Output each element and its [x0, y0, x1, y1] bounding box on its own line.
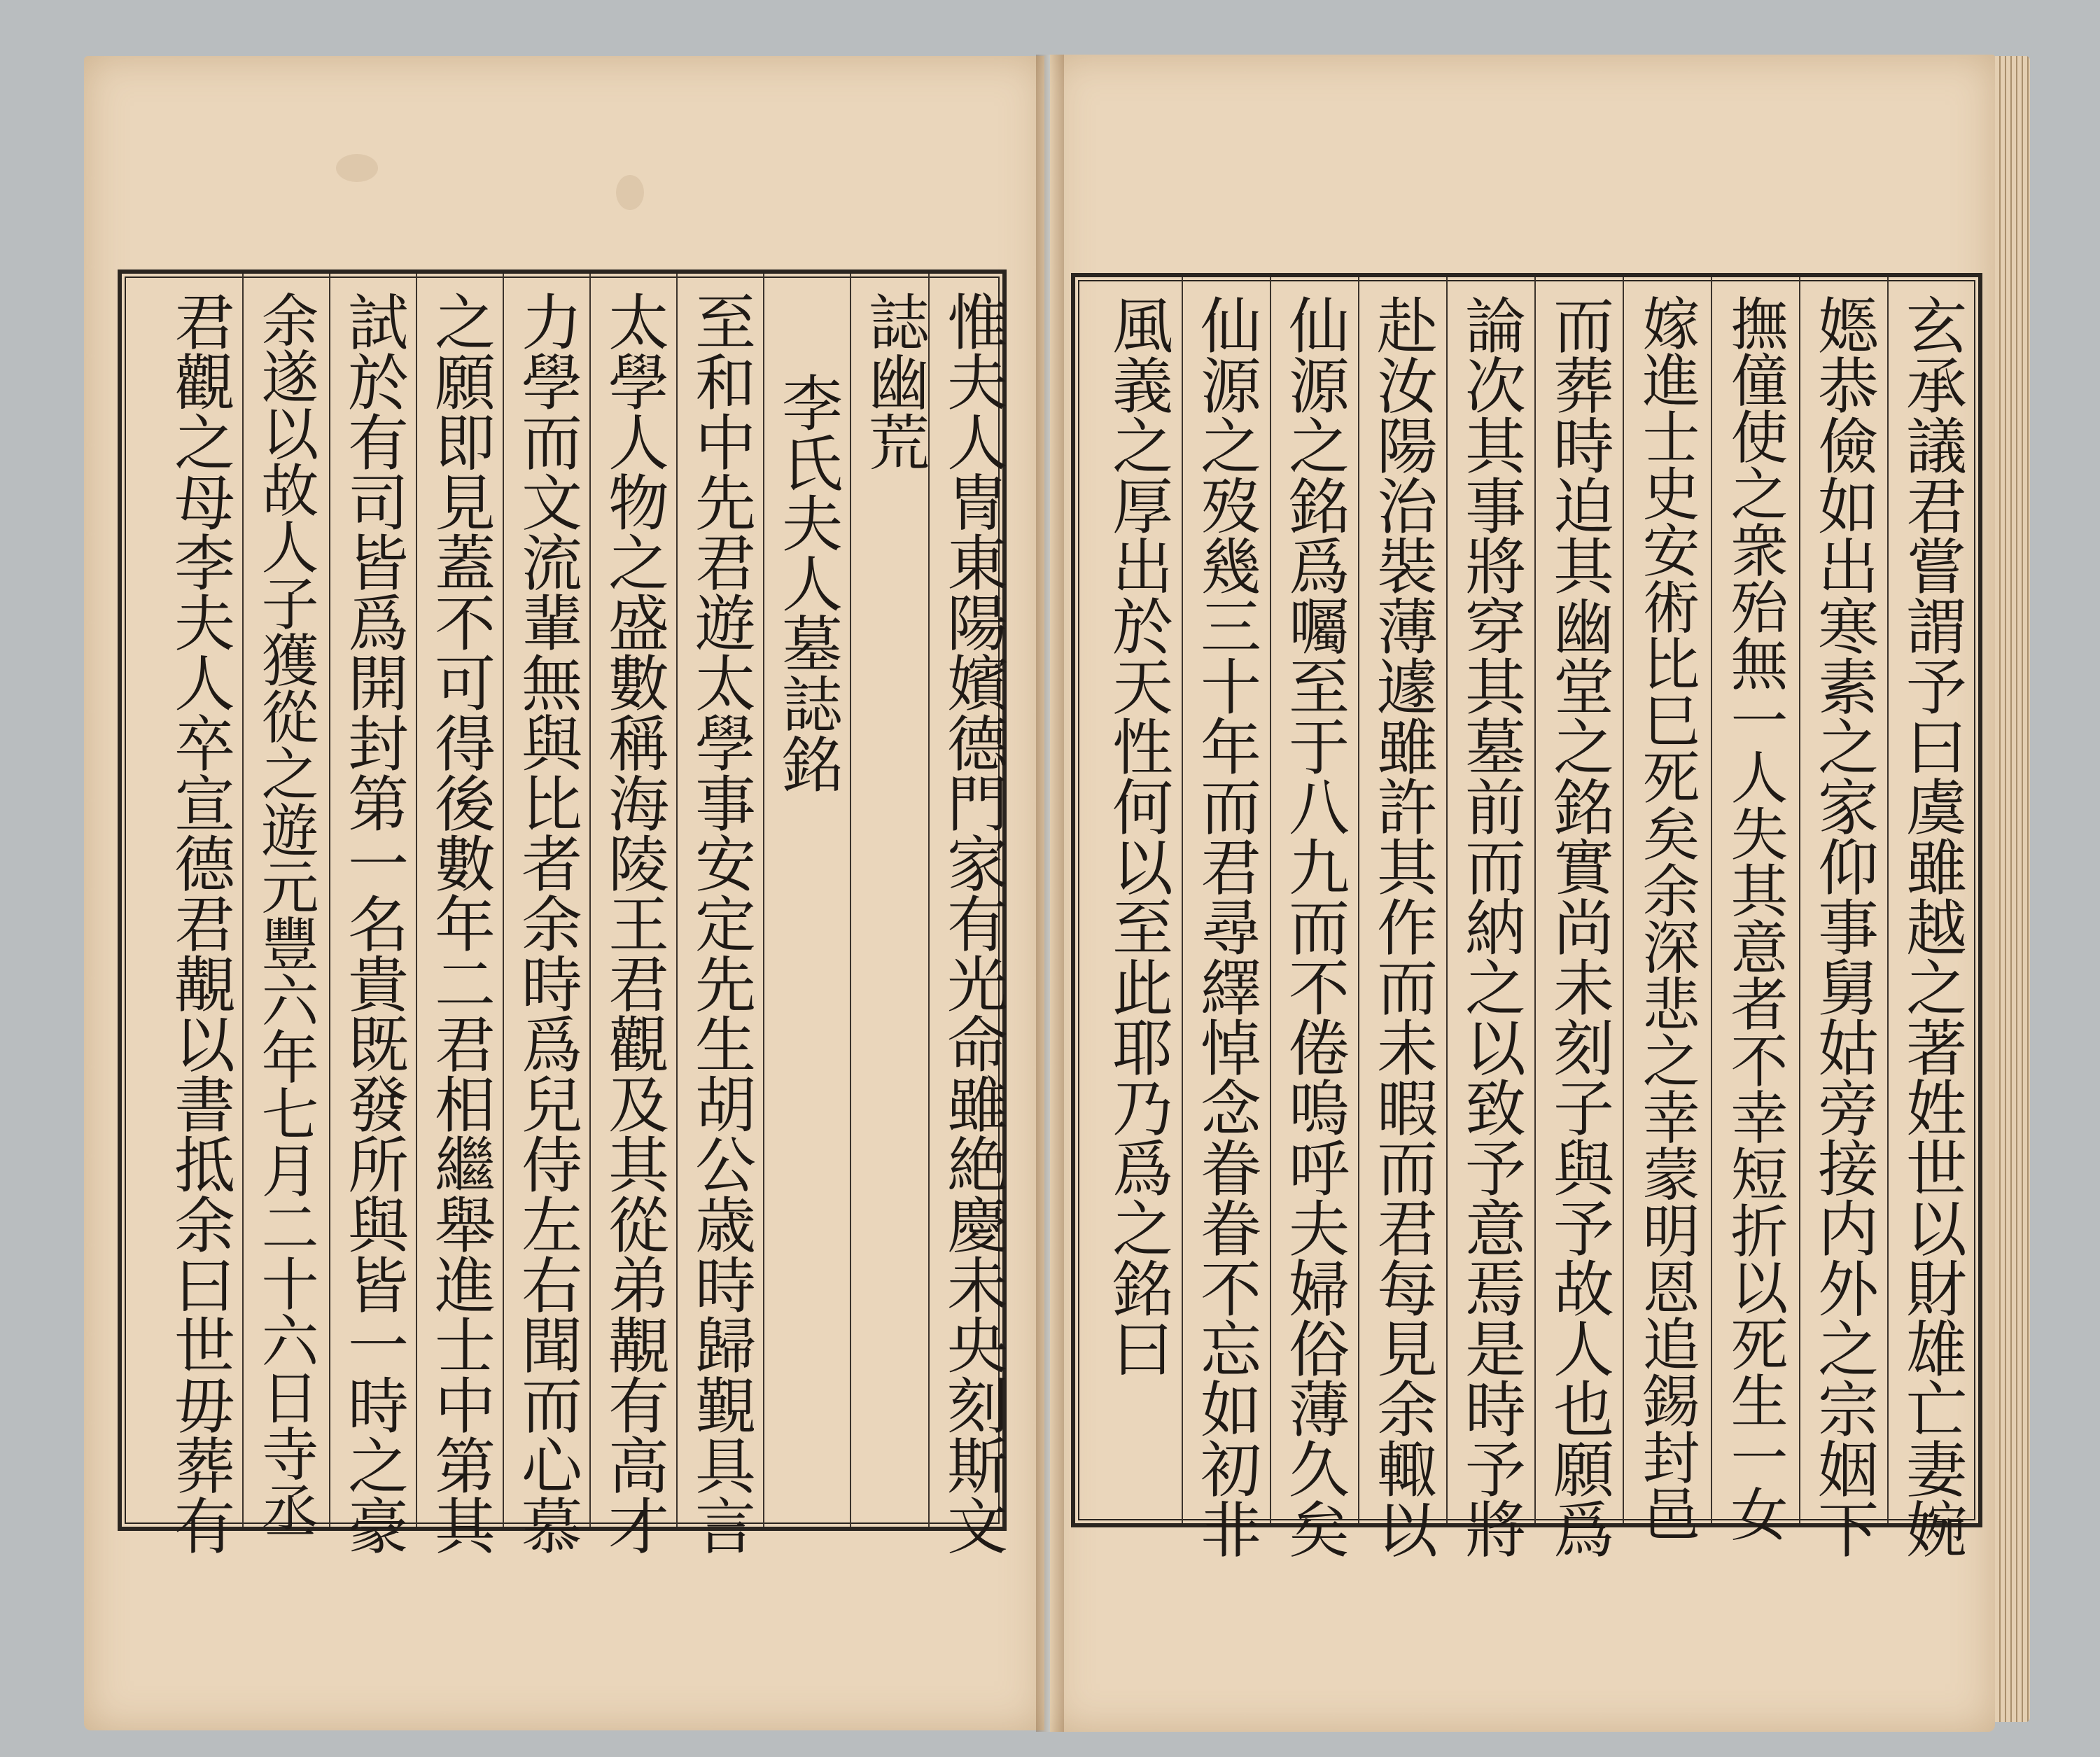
text-column: 余遂以故人子獲從之遊元豐六年七月二十六日寺丞: [252, 290, 318, 1538]
column-rule: [242, 274, 244, 1527]
column-rule: [1358, 277, 1359, 1523]
column-rule: [763, 274, 764, 1527]
left-text-block: [118, 270, 1008, 1555]
text-column: 嫕恭儉如出寒素之家仰事舅姑旁接内外之宗姻下: [1807, 294, 1879, 1558]
column-rule: [1623, 277, 1624, 1523]
text-column: 力學而文流輩無與比者余時爲兒侍左右聞而心慕: [511, 290, 582, 1555]
column-rule: [329, 274, 330, 1527]
column-rule: [503, 274, 504, 1527]
text-column: 惟夫人冑東陽嬪德門家有光命雖絶慶未央刻斯文: [937, 290, 1008, 1555]
column-rule: [1446, 277, 1448, 1523]
text-column: 撫僮使之衆殆無一人失其意者不幸短折以死生一女: [1721, 294, 1788, 1541]
column-rule: [1534, 277, 1536, 1523]
text-column: 試於有司皆爲開封第一名貴既發所與皆一時之豪: [337, 290, 409, 1555]
text-column: 仙源之銘爲囑至于八九而不倦嗚呼夫婦俗薄久矣: [1278, 294, 1350, 1558]
column-rule: [1887, 277, 1889, 1523]
column-rule: [1799, 277, 1800, 1523]
text-column: 而葬時迫其幽堂之銘實尚未刻子與予故人也願爲: [1543, 294, 1614, 1558]
text-column: 赴汝陽治裝薄遽雖許其作而未暇而君每見余輙以: [1366, 294, 1438, 1558]
column-rule: [1182, 277, 1183, 1523]
right-text-block: [1071, 273, 1982, 1558]
column-rule: [1270, 277, 1271, 1523]
text-column: 仙源之歿幾三十年而君尋繹悼念眷眷不忘如初非: [1190, 294, 1261, 1558]
column-rule: [1711, 277, 1712, 1523]
text-column: 之願即見蓋不可得後數年二君相繼舉進士中第其: [424, 290, 496, 1555]
text-column: 君觀之母李夫人卒宣德君覯以書抵余曰世毋葬有: [164, 290, 235, 1555]
text-column: 嫁進士史安術比巳死矣余深悲之幸蒙明恩追錫封邑: [1633, 294, 1700, 1541]
ink-blot: [336, 154, 378, 182]
inscription-title: 李氏夫人墓誌銘: [771, 372, 843, 793]
text-column: 論次其事將穿其墓前而納之以致予意焉是時予將: [1455, 294, 1526, 1558]
book-gutter: [1036, 55, 1064, 1732]
ink-blot: [616, 175, 644, 210]
text-column: 至和中先君遊太學事安定先生胡公歳時歸覲具言: [685, 290, 756, 1555]
text-column: 誌幽荒: [858, 290, 930, 471]
column-rule: [589, 274, 591, 1527]
page-edges: [1995, 56, 2030, 1722]
text-column: 玄承議君嘗謂予曰虞雖越之著姓世以財雄亡妻婉: [1896, 294, 1967, 1558]
text-column: 風義之厚出於天性何以至此耶乃爲之銘曰: [1102, 294, 1173, 1378]
column-rule: [416, 274, 417, 1527]
column-rule: [850, 274, 851, 1527]
text-column: 太學人物之盛數稱海陵王君觀及其從弟覯有高才: [598, 290, 669, 1555]
column-rule: [676, 274, 678, 1527]
